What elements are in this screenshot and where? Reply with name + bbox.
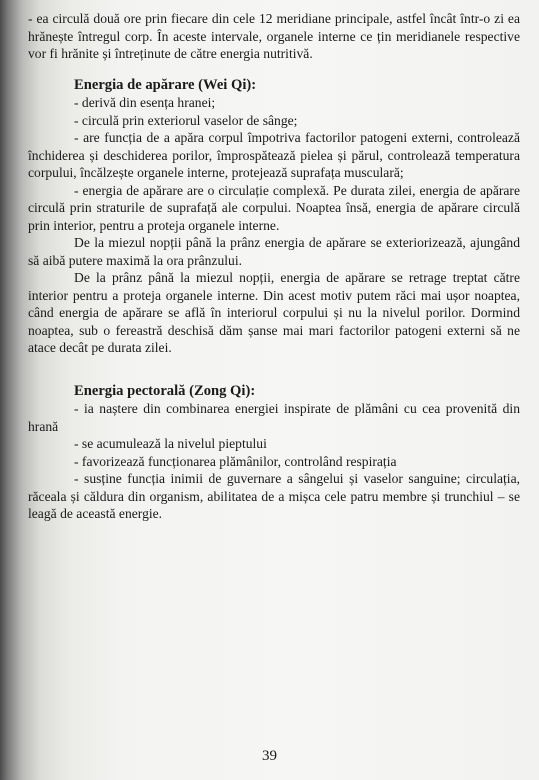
- zong-qi-item-2: - se acumulează la nivelul pieptului: [74, 436, 267, 451]
- wei-qi-item-4: - energia de apărare are o circulație complexă. Pe durata zilei, energia de apărare circulă prin straturile de suprafață ale corpului. Noaptea însă, energia de apărare circulă prin interior, pentru a proteja organele interne.: [28, 182, 520, 233]
- zong-qi-item-4: - susține funcția inimii de guvernare a sângelui și vaselor sanguine; circulația, răceala și căldura din organism, abilitatea de a mișca cele patru membre și trunchiul – se leagă de această energie.: [28, 471, 520, 521]
- wei-qi-item-3: - are funcția de a apăra corpul împotriva factorilor patogeni externi, controlează închiderea și deschiderea porilor, împrospătează pielea și părul, controlează temperatura corpului, încălzește organele interne, protejează suprafața musculară;: [28, 130, 520, 180]
- page-number: 39: [262, 748, 277, 764]
- intro-paragraph: - ea circulă două ore prin fiecare din cele 12 meridiane principale, astfel încât într-o zi ea hrănește întregul corp. În aceste intervale, organele interne ce țin meridianele respective vor fi hrănite și întreținute de către energia nutritivă.: [28, 11, 520, 61]
- page-text: [28, 10, 520, 523]
- zong-qi-item-3: - favorizează funcționarea plămânilor, controlând respirația: [74, 453, 397, 469]
- section-heading-zong-qi: Energia pectorală (Zong Qi):: [74, 382, 256, 399]
- spacer: [28, 357, 520, 383]
- section-heading-wei-qi: Energia de apărare (Wei Qi):: [74, 76, 257, 93]
- wei-qi-item-2: - circulă prin exteriorul vaselor de sânge;: [74, 112, 298, 128]
- spacer: [28, 63, 520, 77]
- wei-qi-paragraph-1: De la miezul nopții până la prânz energia de apărare se exteriorizează, ajungând să aibă putere maximă la ora prânzului.: [28, 235, 520, 268]
- zong-qi-item-1: - ia naștere din combinarea energiei inspirate de plămâni cu cea provenită din hrană: [28, 401, 520, 434]
- wei-qi-paragraph-2: De la prânz până la miezul nopții, energia de apărare se retrage treptat către interior pentru a proteja organele interne. Din acest motiv putem răci mai ușor noaptea, când energia de apărare se află în interiorul corpului și nu la nivelul porilor. Dormind noaptea, sub o fereastră deschisă dăm șanse mai mari factorilor patogeni externi să ne atace decât pe durata zilei.: [28, 270, 520, 355]
- wei-qi-item-1: - derivă din esența hranei;: [74, 95, 216, 110]
